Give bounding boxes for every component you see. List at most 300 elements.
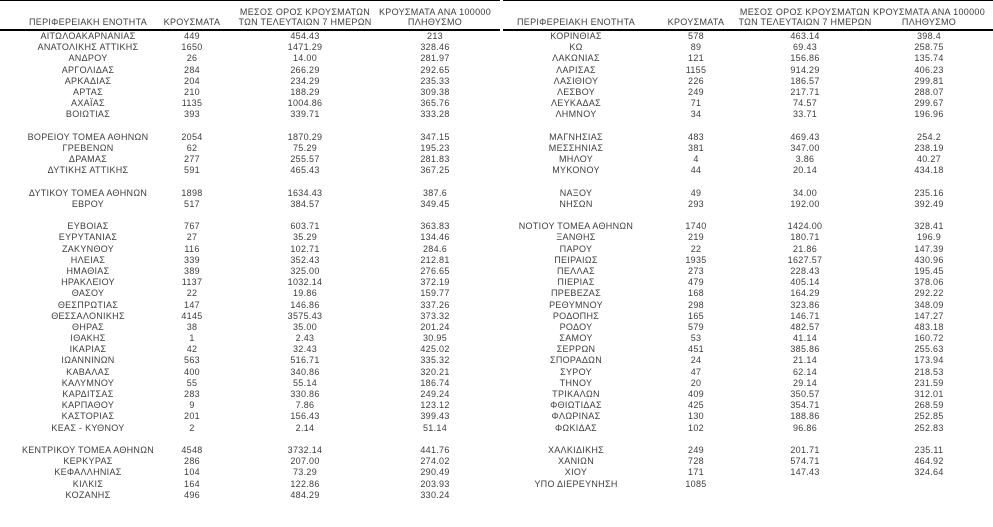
table-row [503, 98, 993, 109]
cases-cell: 89 [690, 42, 702, 53]
avg-cell: 3.86 [795, 154, 815, 165]
region-cell: ΗΛΕΙΑΣ [70, 254, 106, 265]
cases-cell: 451 [688, 344, 704, 355]
region-cell: ΑΙΤΩΛΟΑΚΑΡΝΑΝΙΑΣ [40, 31, 136, 41]
table-body-left [0, 31, 500, 501]
rate-cell: 212.81 [420, 254, 450, 265]
table-row [0, 378, 500, 389]
avg-cell: 96.86 [792, 422, 818, 433]
avg-cell: 19.86 [292, 288, 318, 299]
avg-cell: 14.00 [292, 53, 318, 64]
table-row [503, 378, 993, 389]
column-header-rate-per-100000: ΚΡΟΥΣΜΑΤΑ ΑΝΑ 100000 ΠΛΗΘΥΣΜΟ [379, 7, 491, 27]
cases-cell: 381 [688, 142, 704, 153]
rate-cell: 195.23 [420, 142, 450, 153]
table-header [503, 1, 993, 31]
cases-table-left-panel [0, 0, 500, 501]
region-cell: ΣΕΡΡΩΝ [556, 344, 596, 355]
avg-cell: 29.14 [792, 377, 818, 388]
rate-cell: 30.95 [422, 333, 448, 344]
table-row [0, 288, 500, 299]
avg-cell: 147.43 [790, 467, 820, 478]
region-cell: ΘΗΡΑΣ [72, 321, 104, 332]
table-row [0, 389, 500, 400]
column-header-7day-average: ΜΕΣΟΣ ΟΡΟΣ ΚΡΟΥΣΜΑΤΩΝ ΤΩΝ ΤΕΛΕΥΤΑΙΩΝ 7 ΗΜΕΡΩΝ [238, 7, 372, 27]
table-row [0, 423, 500, 434]
rate-cell: 159.77 [420, 288, 450, 299]
cases-cell: 479 [688, 277, 704, 288]
avg-cell: 469.43 [790, 131, 820, 142]
spacer-row [0, 210, 500, 221]
rate-cell: 333.28 [420, 109, 450, 120]
cases-cell: 62 [186, 142, 198, 153]
cases-cell: 449 [184, 31, 200, 41]
avg-cell: 146.71 [790, 310, 820, 321]
column-header-cases: ΚΡΟΥΣΜΑΤΑ [667, 16, 725, 27]
table-row [503, 333, 993, 344]
spacer-row [503, 210, 993, 221]
region-cell: ΚΑΣΤΟΡΙΑΣ [61, 411, 115, 422]
column-header-7day-average: ΜΕΣΟΣ ΟΡΟΣ ΚΡΟΥΣΜΑΤΩΝ ΤΩΝ ΤΕΛΕΥΤΑΙΩΝ 7 ΗΜΕΡΩΝ [738, 7, 872, 27]
region-cell: ΖΑΚΥΝΘΟΥ [61, 243, 115, 254]
table-row [0, 344, 500, 355]
rate-cell: 160.72 [914, 333, 944, 344]
rate-cell: 235.11 [914, 444, 944, 455]
region-cell: ΛΑΚΩΝΙΑΣ [552, 53, 600, 64]
avg-cell: 20.14 [792, 165, 818, 176]
table-row [0, 98, 500, 109]
rate-cell: 425.02 [420, 344, 450, 355]
cases-cell: 2054 [181, 131, 203, 142]
cases-cell: 34 [690, 109, 702, 120]
table-row [0, 467, 500, 478]
table-body-right [503, 31, 993, 490]
avg-cell: 347.00 [790, 142, 820, 153]
region-cell: ΕΥΒΟΙΑΣ [67, 221, 109, 232]
table-row [0, 300, 500, 311]
cases-cell: 201 [184, 411, 200, 422]
cases-cell: 284 [184, 64, 200, 75]
cases-cell: 71 [690, 98, 702, 109]
region-cell: ΠΕΛΛΑΣ [557, 265, 595, 276]
avg-cell: 1627.57 [787, 254, 823, 265]
cases-table-right-panel [503, 0, 993, 490]
region-cell: ΗΜΑΘΙΑΣ [66, 265, 110, 276]
table-row [503, 132, 993, 143]
avg-cell: 33.71 [792, 109, 818, 120]
region-cell: ΑΧΑΪΑΣ [71, 98, 105, 109]
rate-cell: 399.43 [420, 411, 450, 422]
avg-cell: 1032.14 [287, 277, 323, 288]
cases-cell: 24 [690, 355, 702, 366]
rate-cell: 173.94 [914, 355, 944, 366]
region-cell: ΚΕΝΤΡΙΚΟΥ ΤΟΜΕΑ ΑΘΗΝΩΝ [21, 444, 155, 455]
avg-cell: 217.71 [790, 86, 820, 97]
table-row [503, 277, 993, 288]
rate-cell: 235.16 [914, 187, 944, 198]
spacer-row [0, 176, 500, 187]
cases-cell: 1 [189, 333, 195, 344]
table-row [0, 143, 500, 154]
table-row [503, 199, 993, 210]
table-row [0, 165, 500, 176]
avg-cell: 234.29 [290, 75, 320, 86]
table-row [503, 411, 993, 422]
avg-cell: 914.29 [790, 64, 820, 75]
table-row [503, 76, 993, 87]
avg-cell: 156.86 [790, 53, 820, 64]
cases-cell: 767 [184, 221, 200, 232]
avg-cell: 1424.00 [787, 221, 823, 232]
region-cell: ΧΑΝΙΩΝ [557, 456, 595, 467]
region-cell: ΚΟΡΙΝΘΙΑΣ [550, 31, 602, 41]
table-row [0, 109, 500, 120]
rate-cell: 254.2 [916, 131, 942, 142]
rate-cell: 292.22 [914, 288, 944, 299]
avg-cell: 186.57 [790, 75, 820, 86]
region-cell: ΑΡΤΑΣ [73, 86, 103, 97]
column-header-region: ΠΕΡΙΦΕΡΕΙΑΚΗ ΕΝΟΤΗΤΑ [28, 16, 148, 27]
cases-cell: 1155 [685, 64, 707, 75]
avg-cell: 482.57 [790, 321, 820, 332]
cases-cell: 53 [690, 333, 702, 344]
region-cell: ΛΑΡΙΣΑΣ [556, 64, 596, 75]
rate-cell: 324.64 [914, 467, 944, 478]
table-row [0, 199, 500, 210]
table-row [0, 132, 500, 143]
table-row [0, 65, 500, 76]
table-row [503, 65, 993, 76]
region-cell: ΔΥΤΙΚΗΣ ΑΤΤΙΚΗΣ [47, 165, 129, 176]
region-cell: ΠΡΕΒΕΖΑΣ [551, 288, 601, 299]
region-cell: ΛΕΥΚΑΔΑΣ [550, 98, 601, 109]
avg-cell: 574.71 [790, 456, 820, 467]
rate-cell: 218.53 [914, 366, 944, 377]
table-row [0, 456, 500, 467]
avg-cell: 350.57 [790, 389, 820, 399]
table-row [503, 165, 993, 176]
avg-cell: 122.86 [290, 478, 320, 489]
region-cell: ΠΙΕΡΙΑΣ [557, 277, 595, 288]
region-cell: ΚΙΛΚΙΣ [72, 478, 104, 489]
cases-cell: 204 [184, 75, 200, 86]
rate-cell: 328.46 [420, 42, 450, 53]
rate-cell: 238.19 [914, 142, 944, 153]
rate-cell: 299.81 [914, 75, 944, 86]
avg-cell: 385.86 [790, 344, 820, 355]
avg-cell: 463.14 [790, 31, 820, 41]
rate-cell: 320.21 [420, 366, 450, 377]
table-row [0, 255, 500, 266]
region-cell: ΗΡΑΚΛΕΙΟΥ [61, 277, 115, 288]
cases-cell: 4548 [181, 444, 203, 455]
avg-cell: 156.43 [290, 411, 320, 422]
cases-cell: 249 [688, 444, 704, 455]
table-row [503, 445, 993, 456]
rate-cell: 284.6 [422, 243, 448, 254]
column-header-region: ΠΕΡΙΦΕΡΕΙΑΚΗ ΕΝΟΤΗΤΑ [516, 16, 636, 27]
avg-cell: 1004.86 [287, 98, 323, 109]
region-cell: ΛΗΜΝΟΥ [555, 109, 597, 120]
rate-cell: 349.45 [420, 198, 450, 209]
table-row [503, 389, 993, 400]
table-row [503, 143, 993, 154]
region-cell: ΜΕΣΣΗΝΙΑΣ [548, 142, 604, 153]
rate-cell: 276.65 [420, 265, 450, 276]
table-row [0, 400, 500, 411]
table-row [0, 154, 500, 165]
table-row [503, 300, 993, 311]
rate-cell: 430.96 [914, 254, 944, 265]
cases-cell: 226 [688, 75, 704, 86]
region-cell: ΘΑΣΟΥ [71, 288, 105, 299]
region-cell: ΠΑΡΟΥ [559, 243, 593, 254]
rate-cell: 328.41 [914, 221, 944, 232]
table-row [0, 445, 500, 456]
spacer-row [503, 176, 993, 187]
avg-cell: 603.71 [290, 221, 320, 232]
avg-cell: 1471.29 [287, 42, 323, 53]
cases-cell: 47 [690, 366, 702, 377]
avg-cell: 69.43 [792, 42, 818, 53]
table-row [503, 31, 993, 42]
rate-cell: 249.24 [420, 389, 450, 399]
region-cell: ΕΒΡΟΥ [71, 198, 105, 209]
table-row [503, 400, 993, 411]
column-header-rate-per-100000: ΚΡΟΥΣΜΑΤΑ ΑΝΑ 100000 ΠΛΗΘΥΣΜΟ [873, 7, 985, 27]
cases-cell: 116 [184, 243, 200, 254]
rate-cell: 51.14 [422, 422, 448, 433]
region-cell: ΥΠΟ ΔΙΕΡΕΥΝΗΣΗ [534, 478, 618, 489]
cases-cell: 38 [186, 321, 198, 332]
region-cell: ΚΑΛΥΜΝΟΥ [61, 377, 115, 388]
table-row [503, 467, 993, 478]
cases-cell: 1135 [181, 98, 203, 109]
rate-cell: 309.38 [420, 86, 450, 97]
cases-cell: 20 [690, 377, 702, 388]
region-cell: ΦΩΚΙΔΑΣ [554, 422, 598, 433]
region-cell: ΦΘΙΩΤΙΔΑΣ [550, 400, 602, 411]
spacer-row [503, 434, 993, 445]
region-cell: ΓΡΕΒΕΝΩΝ [62, 142, 114, 153]
rate-cell: 348.09 [914, 299, 944, 310]
region-cell: ΠΕΙΡΑΙΩΣ [554, 254, 598, 265]
region-cell: ΧΑΛΚΙΔΙΚΗΣ [547, 444, 605, 455]
rate-cell: 147.27 [914, 310, 944, 321]
rate-cell: 213 [427, 31, 443, 41]
avg-cell: 34.00 [792, 187, 818, 198]
avg-cell: 2.14 [295, 422, 315, 433]
avg-cell: 484.29 [290, 489, 320, 500]
avg-cell: 75.29 [292, 142, 318, 153]
rate-cell: 123.12 [420, 400, 450, 411]
cases-cell: 1740 [685, 221, 707, 232]
table-row [0, 244, 500, 255]
cases-cell: 339 [184, 254, 200, 265]
avg-cell: 146.86 [290, 299, 320, 310]
avg-cell: 352.43 [290, 254, 320, 265]
cases-cell: 393 [184, 109, 200, 120]
cases-cell: 22 [186, 288, 198, 299]
rate-cell: 406.23 [914, 64, 944, 75]
rate-cell: 373.32 [420, 310, 450, 321]
avg-cell: 74.57 [792, 98, 818, 109]
table-row [503, 255, 993, 266]
avg-cell: 325.00 [290, 265, 320, 276]
avg-cell: 465.43 [290, 165, 320, 176]
avg-cell: 192.00 [790, 198, 820, 209]
region-cell: ΜΑΓΝΗΣΙΑΣ [549, 131, 603, 142]
table-row [503, 53, 993, 64]
rate-cell: 299.67 [914, 98, 944, 109]
avg-cell: 255.57 [290, 154, 320, 165]
avg-cell: 73.29 [292, 467, 318, 478]
cases-cell: 578 [688, 31, 704, 41]
table-row [503, 87, 993, 98]
table-row [503, 423, 993, 434]
rate-cell: 135.74 [914, 53, 944, 64]
table-row [503, 188, 993, 199]
cases-cell: 1650 [181, 42, 203, 53]
rate-cell: 398.4 [916, 31, 942, 41]
cases-cell: 496 [184, 489, 200, 500]
rate-cell: 392.49 [914, 198, 944, 209]
rate-cell: 464.92 [914, 456, 944, 467]
rate-cell: 258.75 [914, 42, 944, 53]
table-row [503, 288, 993, 299]
cases-cell: 9 [189, 400, 195, 411]
cases-cell: 283 [184, 389, 200, 399]
avg-cell: 62.14 [792, 366, 818, 377]
cases-cell: 2 [189, 422, 195, 433]
avg-cell: 340.86 [290, 366, 320, 377]
cases-cell: 1137 [181, 277, 203, 288]
region-cell: ΝΑΞΟΥ [559, 187, 593, 198]
table-row [0, 277, 500, 288]
table-row [503, 311, 993, 322]
table-row [503, 456, 993, 467]
avg-cell: 3575.43 [287, 310, 323, 321]
avg-cell: 35.29 [292, 232, 318, 243]
cases-cell: 1085 [685, 478, 707, 489]
table-row [503, 479, 993, 490]
region-cell: ΕΥΡΥΤΑΝΙΑΣ [58, 232, 118, 243]
rate-cell: 441.76 [420, 444, 450, 455]
region-cell: ΑΝΔΡΟΥ [68, 53, 108, 64]
cases-cell: 219 [688, 232, 704, 243]
table-row [0, 87, 500, 98]
rate-cell: 288.07 [914, 86, 944, 97]
cases-cell: 27 [186, 232, 198, 243]
rate-cell: 337.26 [420, 299, 450, 310]
avg-cell: 3732.14 [287, 444, 323, 455]
rate-cell: 196.9 [916, 232, 942, 243]
avg-cell: 516.71 [290, 355, 320, 366]
region-cell: ΡΕΘΥΜΝΟΥ [549, 299, 603, 310]
cases-cell: 102 [688, 422, 704, 433]
avg-cell: 21.14 [792, 355, 818, 366]
region-cell: ΔΡΑΜΑΣ [68, 154, 108, 165]
rate-cell: 235.33 [420, 75, 450, 86]
cases-cell: 26 [186, 53, 198, 64]
cases-cell: 298 [688, 299, 704, 310]
region-cell: ΒΟΡΕΙΟΥ ΤΟΜΕΑ ΑΘΗΝΩΝ [27, 131, 149, 142]
table-row [503, 232, 993, 243]
rate-cell: 195.45 [914, 265, 944, 276]
avg-cell: 188.29 [290, 86, 320, 97]
region-cell: ΝΗΣΩΝ [559, 198, 593, 209]
region-cell: ΙΘΑΚΗΣ [70, 333, 106, 344]
table-row [0, 232, 500, 243]
table-row [0, 490, 500, 501]
table-row [0, 221, 500, 232]
cases-cell: 147 [184, 299, 200, 310]
region-cell: ΛΑΣΙΘΙΟΥ [553, 75, 599, 86]
rate-cell: 292.65 [420, 64, 450, 75]
table-row [503, 109, 993, 120]
table-row [503, 244, 993, 255]
rate-cell: 330.24 [420, 489, 450, 500]
avg-cell: 7.86 [295, 400, 315, 411]
table-row [0, 479, 500, 490]
rate-cell: 196.96 [914, 109, 944, 120]
cases-cell: 4145 [181, 310, 203, 321]
cases-cell: 165 [688, 310, 704, 321]
table-row [0, 188, 500, 199]
region-cell: ΚΕΦΑΛΛΗΝΙΑΣ [54, 467, 122, 478]
table-row [0, 333, 500, 344]
region-cell: ΜΥΚΟΝΟΥ [552, 165, 600, 176]
cases-cell: 164 [184, 478, 200, 489]
region-cell: ΣΑΜΟΥ [559, 333, 593, 344]
region-cell: ΚΑΡΔΙΤΣΑΣ [62, 389, 114, 399]
region-cell: ΙΩΑΝΝΙΝΩΝ [61, 355, 115, 366]
avg-cell: 454.43 [290, 31, 320, 41]
cases-cell: 728 [688, 456, 704, 467]
region-cell: ΣΠΟΡΑΔΩΝ [549, 355, 603, 366]
region-cell: ΔΥΤΙΚΟΥ ΤΟΜΕΑ ΑΘΗΝΩΝ [28, 187, 148, 198]
region-cell: ΚΕΡΚΥΡΑΣ [63, 456, 113, 467]
table-row [503, 266, 993, 277]
table-row [0, 411, 500, 422]
spacer-row [0, 434, 500, 445]
rate-cell: 201.24 [420, 321, 450, 332]
region-cell: ΚΟΖΑΝΗΣ [65, 489, 111, 500]
rate-cell: 372.19 [420, 277, 450, 288]
cases-cell: 104 [184, 467, 200, 478]
avg-cell: 41.14 [792, 333, 818, 344]
rate-cell: 434.18 [914, 165, 944, 176]
cases-cell: 400 [184, 366, 200, 377]
table-header [0, 1, 500, 31]
spacer-row [0, 121, 500, 132]
avg-cell: 180.71 [790, 232, 820, 243]
region-cell: ΤΗΝΟΥ [559, 377, 593, 388]
table-row [0, 367, 500, 378]
table-row [503, 367, 993, 378]
cases-cell: 1898 [181, 187, 203, 198]
avg-cell: 330.86 [290, 389, 320, 399]
region-cell: ΑΡΚΑΔΙΑΣ [64, 75, 112, 86]
rate-cell: 312.01 [914, 389, 944, 399]
rate-cell: 281.83 [420, 154, 450, 165]
region-cell: ΝΟΤΙΟΥ ΤΟΜΕΑ ΑΘΗΝΩΝ [518, 221, 634, 232]
avg-cell: 164.29 [790, 288, 820, 299]
region-cell: ΚΑΡΠΑΘΟΥ [61, 400, 115, 411]
cases-cell: 130 [688, 411, 704, 422]
avg-cell: 339.71 [290, 109, 320, 120]
cases-cell: 168 [688, 288, 704, 299]
